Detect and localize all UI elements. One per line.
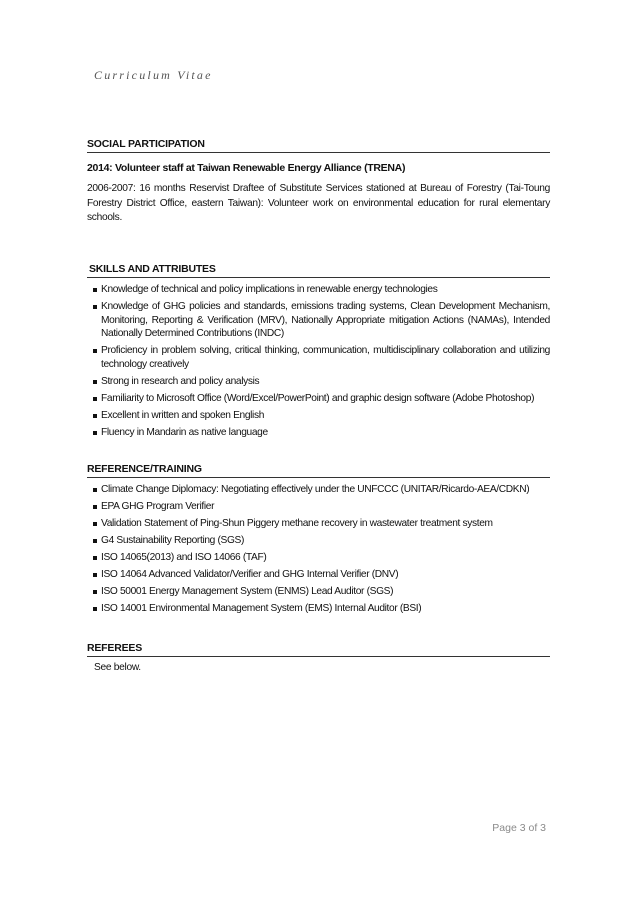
referees-section — [87, 642, 550, 673]
skills-section — [87, 263, 550, 443]
list-item: ISO 14065(2013) and ISO 14066 (TAF) — [92, 551, 550, 565]
section-heading: REFEREES — [87, 642, 550, 657]
section-heading: SKILLS AND ATTRIBUTES — [87, 263, 550, 278]
referees-text: See below. — [94, 662, 141, 673]
list-item: ISO 14001 Environmental Management System (EMS) Internal Auditor (BSI) — [92, 602, 550, 616]
list-item: Excellent in written and spoken English — [92, 409, 550, 423]
list-item: Knowledge of GHG policies and standards, emissions trading systems, Clean Development Mechanism, Monitoring, Reporting & Verification (MRV), Nationally Appropriate mitigation Actions (NAMAs), Intended Nationally Determined Contributions (INDC) — [92, 300, 550, 341]
list-item: EPA GHG Program Verifier — [92, 500, 550, 514]
list-item: ISO 50001 Energy Management System (ENMS) Lead Auditor (SGS) — [92, 585, 550, 599]
section-heading: REFERENCE/TRAINING — [87, 463, 550, 478]
list-item: G4 Sustainability Reporting (SGS) — [92, 534, 550, 548]
reservist-paragraph: 2006-2007: 16 months Reservist Draftee of Substitute Services stationed at Bureau of Forestry (Tai-Toung Forestry District Office, eastern Taiwan): Volunteer work on environmental education for rural elementary schools. — [87, 183, 550, 223]
list-item: Knowledge of technical and policy implications in renewable energy technologies — [92, 283, 550, 297]
volunteer-subheading: 2014: Volunteer staff at Taiwan Renewable Energy Alliance (TRENA) — [87, 162, 406, 174]
skills-list — [87, 283, 550, 439]
reference-training-section — [87, 463, 550, 619]
document-title: Curriculum Vitae — [94, 68, 213, 82]
section-heading: SOCIAL PARTICIPATION — [87, 138, 550, 153]
list-item: Climate Change Diplomacy: Negotiating effectively under the UNFCCC (UNITAR/Ricardo-AEA/CDKN) — [92, 483, 550, 497]
social-participation-section — [87, 138, 550, 226]
list-item: Proficiency in problem solving, critical thinking, communication, multidisciplinary collaboration and utilizing technology creatively — [92, 344, 550, 371]
page-number: Page 3 of 3 — [492, 822, 546, 834]
reference-list — [87, 483, 550, 616]
list-item: Validation Statement of Ping-Shun Piggery methane recovery in wastewater treatment system — [92, 517, 550, 531]
list-item: Familiarity to Microsoft Office (Word/Excel/PowerPoint) and graphic design software (Adobe Photoshop) — [92, 392, 550, 406]
list-item: Strong in research and policy analysis — [92, 375, 550, 389]
list-item: ISO 14064 Advanced Validator/Verifier and GHG Internal Verifier (DNV) — [92, 568, 550, 582]
list-item: Fluency in Mandarin as native language — [92, 426, 550, 440]
